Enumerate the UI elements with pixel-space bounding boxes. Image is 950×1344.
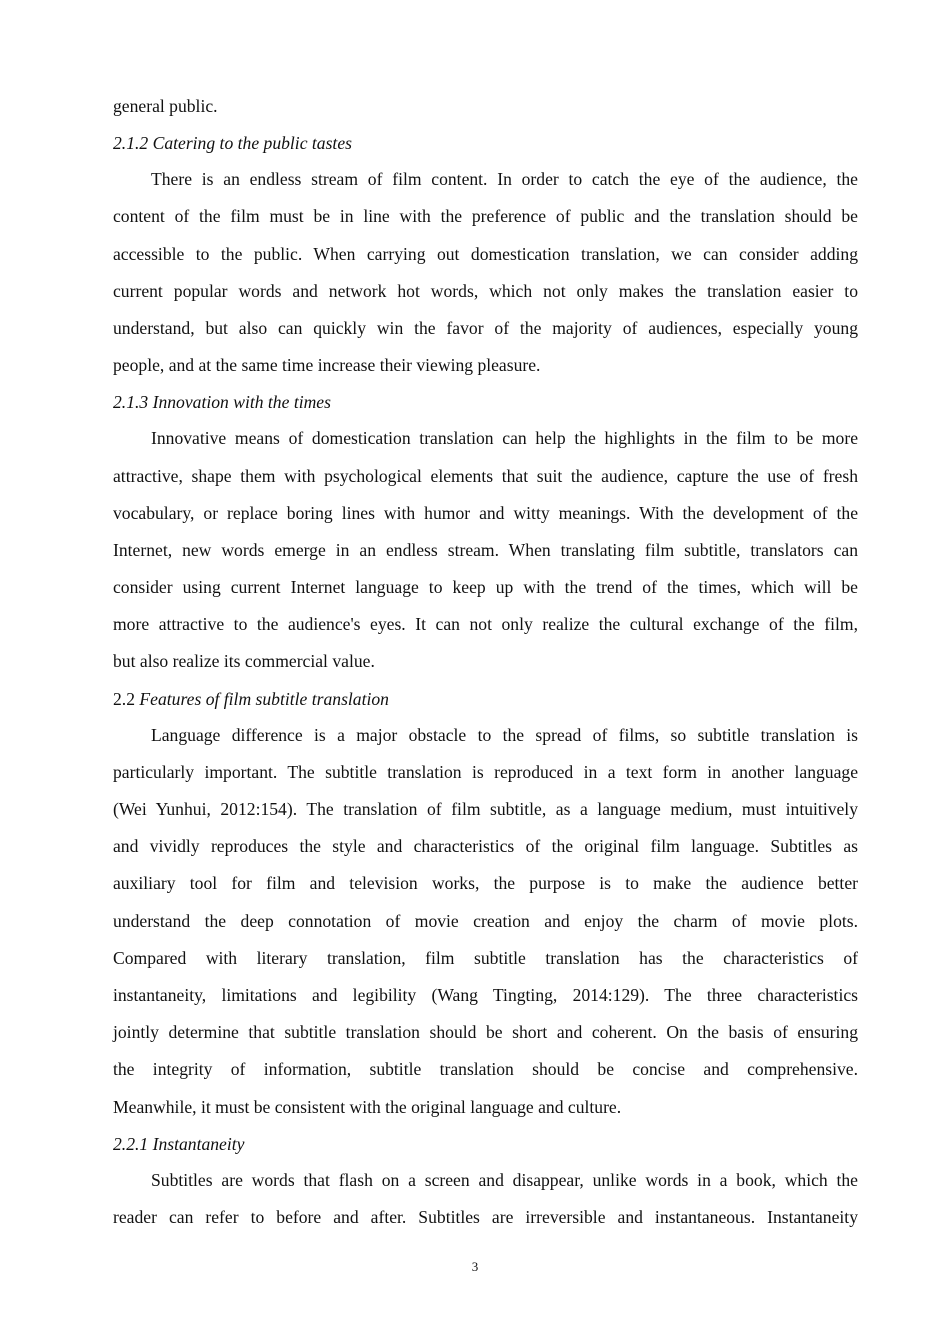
paragraph-line: (Wei Yunhui, 2012:154). The translation of film subtitle, as a language medium, must intuitively (113, 799, 858, 819)
page-number: 3 (471, 1259, 479, 1274)
paragraph-line: vocabulary, or replace boring lines with humor and witty meanings. With the development of the (113, 502, 858, 523)
paragraph-features (113, 717, 858, 1126)
paragraph-line: and vividly reproduces the style and characteristics of the original film language. Subtitles as (113, 836, 858, 857)
paragraph-line: consider using current Internet language to keep up with the trend of the times, which will be (113, 577, 858, 598)
heading-title: Catering to the public tastes (152, 133, 352, 154)
section-heading-2-2-1 (113, 1126, 858, 1162)
paragraph-line: but also realize its commercial value. (113, 651, 375, 672)
paragraph-line: people, and at the same time increase their viewing pleasure. (113, 355, 541, 376)
paragraph-line: accessible to the public. When carrying out domestication translation, we can consider adding (113, 243, 858, 264)
paragraph-line: Innovative means of domestication translation can help the highlights in the film to be more (151, 428, 858, 449)
section-heading-2-2 (113, 681, 858, 717)
heading-number: 2.1.3 (113, 392, 149, 413)
paragraph-line: current popular words and network hot words, which not only makes the translation easier to (113, 280, 858, 301)
heading-number: 2.1.2 (113, 133, 149, 154)
paragraph-line: content of the film must be in line with the preference of public and the translation should be (113, 206, 858, 227)
paragraph-line: There is an endless stream of film content. In order to catch the eye of the audience, the (151, 169, 858, 190)
paragraph-line: Language difference is a major obstacle to the spread of films, so subtitle translation is (151, 724, 858, 745)
paragraph-line: particularly important. The subtitle translation is reproduced in a text form in another language (113, 761, 858, 782)
paragraph-line: general public. (113, 96, 218, 116)
paragraph-line: understand the deep connotation of movie creation and enjoy the charm of movie plots. (113, 910, 858, 931)
heading-title: Innovation with the times (152, 392, 331, 413)
paragraph-line: attractive, shape them with psychological elements that suit the audience, capture the use of fresh (113, 465, 858, 486)
paragraph-line: reader can refer to before and after. Subtitles are irreversible and instantaneous. Instantaneity (113, 1206, 858, 1227)
paragraph-line: the integrity of information, subtitle translation should be concise and comprehensive. (113, 1059, 858, 1080)
page-content (113, 88, 858, 1236)
paragraph-line: instantaneity, limitations and legibility (Wang Tingting, 2014:129). The three characteristics (113, 984, 858, 1005)
heading-number: 2.2.1 (113, 1133, 149, 1154)
heading-number: 2.2 (113, 688, 135, 709)
section-heading-2-1-3 (113, 384, 858, 420)
heading-title: Features of film subtitle translation (139, 688, 389, 709)
section-heading-2-1-2 (113, 125, 858, 161)
paragraph-catering (113, 161, 858, 384)
paragraph-line: jointly determine that subtitle translation should be short and coherent. On the basis of ensuring (113, 1022, 858, 1043)
paragraph-line: understand, but also can quickly win the favor of the majority of audiences, especially young (113, 317, 858, 338)
paragraph-innovation (113, 420, 858, 680)
heading-title: Instantaneity (152, 1133, 245, 1154)
paragraph-line: more attractive to the audience's eyes. It can not only realize the cultural exchange of the film, (113, 614, 858, 635)
paragraph-line: Compared with literary translation, film subtitle translation has the characteristics of (113, 947, 858, 968)
paragraph-line: Subtitles are words that flash on a screen and disappear, unlike words in a book, which the (151, 1169, 858, 1190)
paragraph-instantaneity (113, 1162, 858, 1236)
paragraph-line: auxiliary tool for film and television works, the purpose is to make the audience better (113, 873, 858, 894)
paragraph-line: Internet, new words emerge in an endless stream. When translating film subtitle, translators can (113, 539, 858, 560)
paragraph-line: Meanwhile, it must be consistent with the original language and culture. (113, 1096, 622, 1117)
